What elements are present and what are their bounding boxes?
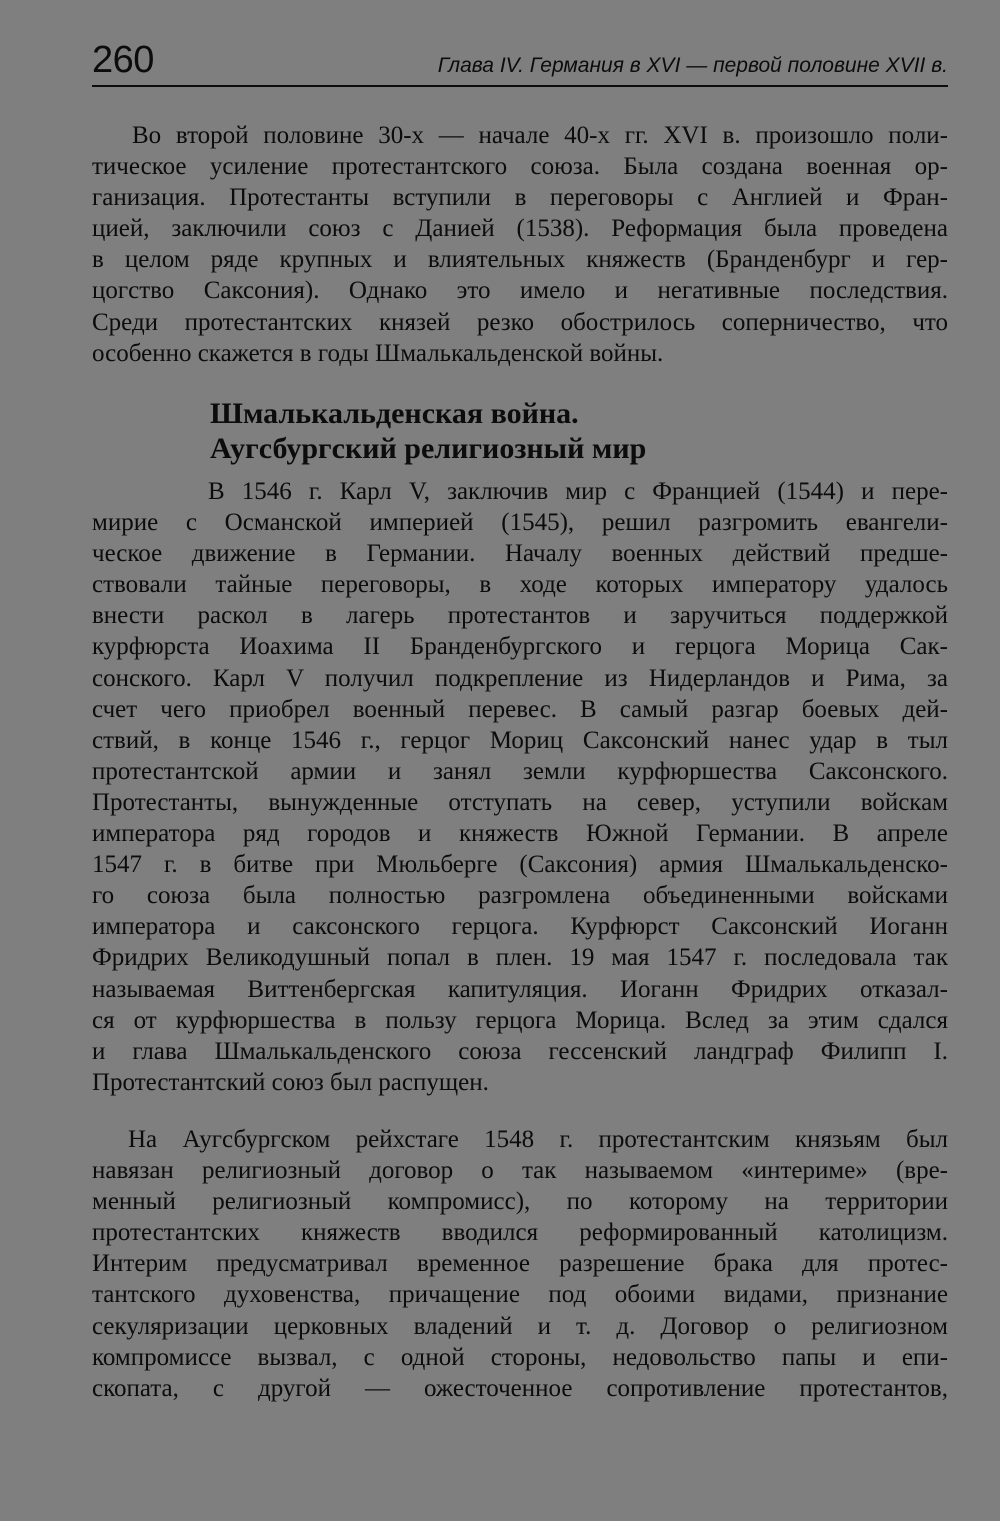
- header-rule: [92, 85, 948, 87]
- text-line: особенно скажется в годы Шмалькальденской войны.: [92, 339, 664, 367]
- text-line: императора и саксонского герцога. Курфюрст Саксонский Иоганн: [92, 913, 948, 941]
- text-line: курфюрста Иоахима II Бранденбургского и герцога Морица Сак-: [92, 633, 948, 661]
- text-line: сонского. Карл V получил подкрепление из Нидерландов и Рима, за: [92, 664, 948, 692]
- text-line: и глава Шмалькальденского союза гессенский ландграф Филипп I.: [92, 1037, 948, 1065]
- text-line: Интерим предусматривал временное разрешение брака для протес-: [92, 1250, 948, 1278]
- text-line: компромиссе вызвал, с одной стороны, недовольство папы и епи-: [92, 1343, 948, 1371]
- section-heading-line-2: Аугсбургский религиозный мир: [210, 432, 647, 465]
- text-line: внести раскол в лагерь протестантов и заручиться поддержкой: [92, 602, 948, 630]
- text-line: ческое движение в Германии. Началу военных действий предше-: [92, 540, 948, 568]
- text-line: Среди протестантских князей резко обострилось соперничество, что: [92, 308, 948, 336]
- text-line: ствий, в конце 1546 г., герцог Мориц Саксонский нанес удар в тыл: [92, 726, 948, 754]
- text-line: называемая Виттенбергская капитуляция. Иоганн Фридрих отказал-: [92, 975, 948, 1003]
- text-line: ствовали тайные переговоры, в ходе которых императору удалось: [92, 571, 948, 599]
- text-line: императора ряд городов и княжеств Южной Германии. В апреле: [92, 820, 948, 848]
- text-line: протестантской армии и занял земли курфюршества Саксонского.: [92, 757, 948, 785]
- text-line: цогство Саксония). Однако это имело и негативные последствия.: [92, 277, 948, 305]
- text-line: цией, заключили союз с Данией (1538). Реформация была проведена: [92, 215, 948, 243]
- text-line: протестантских княжеств вводился реформированный католицизм.: [92, 1219, 948, 1247]
- text-line: В 1546 г. Карл V, заключив мир с Францией (1544) и пере-: [208, 478, 948, 505]
- text-line: 1547 г. в битве при Мюльберге (Саксония) армия Шмалькальденско-: [92, 851, 948, 879]
- running-head: Глава IV. Германия в XVI — первой половине XVII в.: [437, 54, 948, 77]
- text-line: секуляризации церковных владений и т. д. Договор о религиозном: [92, 1312, 948, 1340]
- paragraph-1: [92, 120, 948, 369]
- text-line: скопата, с другой — ожесточенное сопротивление протестантов,: [92, 1374, 948, 1402]
- section-heading-line-1: Шмалькальденская война.: [210, 397, 579, 430]
- section-heading: [210, 396, 646, 466]
- text-line: тическое усиление протестантского союза. Была создана военная ор-: [92, 153, 948, 181]
- text-line: ганизация. Протестанты вступили в переговоры с Англией и Фран-: [92, 184, 948, 212]
- text-line: Протестантский союз был распущен.: [92, 1068, 489, 1096]
- text-line: Протестанты, вынужденные отступать на север, уступили войскам: [92, 788, 948, 816]
- text-line: счет чего приобрел военный перевес. В самый разгар боевых дей-: [92, 695, 948, 723]
- text-line: го союза была полностью разгромлена объединенными войсками: [92, 882, 948, 910]
- text-line: тантского духовенства, причащение под обоими видами, признание: [92, 1281, 948, 1309]
- paragraph-3: [92, 1124, 948, 1404]
- text-line: Фридрих Великодушный попал в плен. 19 мая 1547 г. последовала так: [92, 944, 948, 972]
- paragraph-2: [92, 476, 948, 1098]
- text-line: ся от курфюршества в пользу герцога Морица. Вслед за этим сдался: [92, 1006, 948, 1034]
- text-line: Во второй половине 30-х — начале 40-х гг. XVI в. произошло поли-: [132, 122, 948, 149]
- text-line: навязан религиозный договор о так называемом «интериме» (вре-: [92, 1157, 948, 1185]
- page-number: 260: [92, 39, 154, 81]
- page-header: [92, 38, 948, 88]
- text-line: в целом ряде крупных и влиятельных княжеств (Бранденбург и гер-: [92, 246, 948, 274]
- text-line: мирие с Османской империей (1545), решил разгромить евангели-: [92, 509, 948, 537]
- text-line: менный религиозный компромисс), по которому на территории: [92, 1188, 948, 1216]
- text-line: На Аугсбургском рейхстаге 1548 г. протестантским князьям был: [128, 1126, 948, 1153]
